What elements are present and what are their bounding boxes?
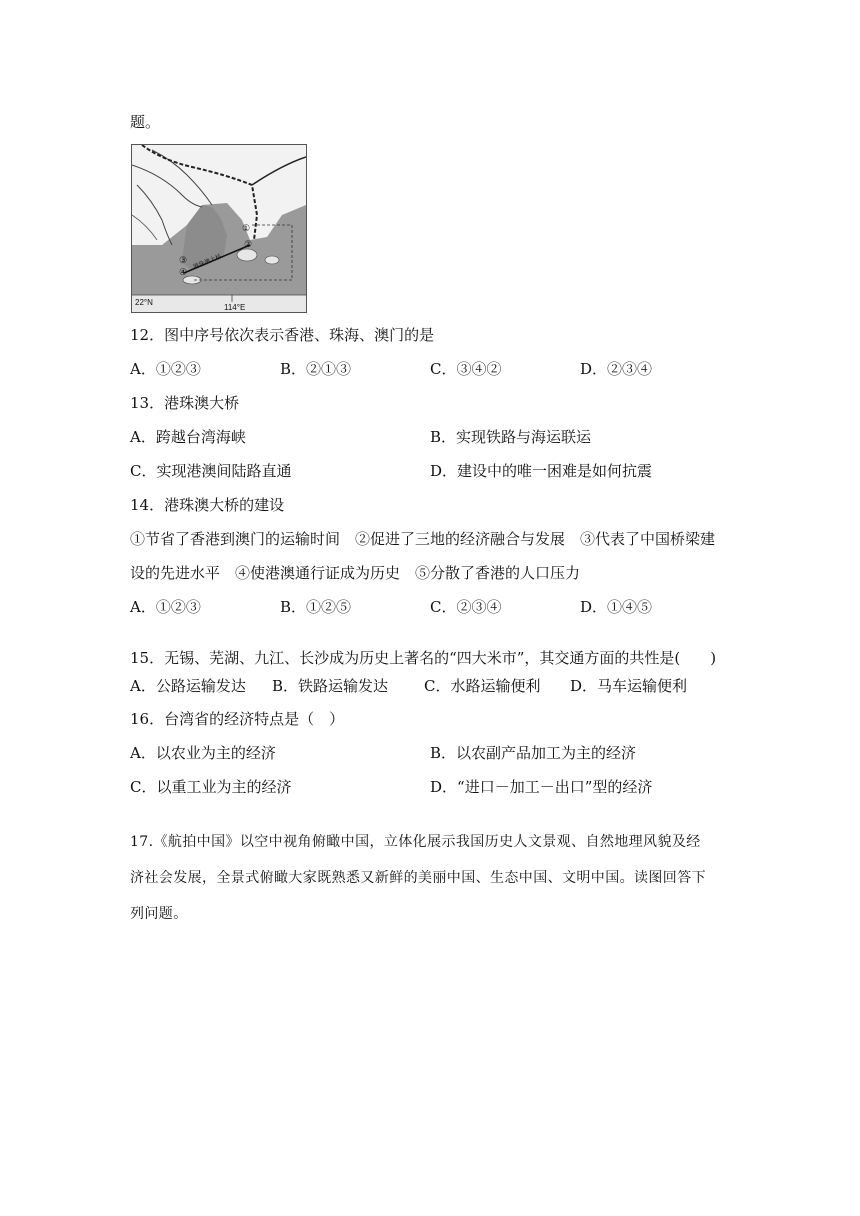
intro-text: 题。 xyxy=(130,113,161,131)
q14-statements-line2: 设的先进水平 ④使港澳通行证成为历史 ⑤分散了香港的人口压力 xyxy=(130,564,581,582)
q14-option-a: A．①②③ xyxy=(130,598,201,616)
map-marker-2: ② xyxy=(244,239,253,249)
q12-option-b: B．②①③ xyxy=(280,360,352,378)
map-marker-1: ① xyxy=(242,223,251,233)
q16-option-d: D．“进口－加工－出口”型的经济 xyxy=(430,778,653,796)
q17-line2: 济社会发展，全景式俯瞰大家既熟悉又新鲜的美丽中国、生态中国、文明中国。读图回答下 xyxy=(130,870,706,886)
q15-option-d: D．马车运输便利 xyxy=(570,677,688,695)
q17-line3: 列问题。 xyxy=(130,906,188,922)
q13-option-c: C．实现港澳间陆路直通 xyxy=(130,462,292,480)
q14-option-c: C．②③④ xyxy=(430,598,502,616)
map-bridge-label: 港珠澳大桥 xyxy=(192,254,223,271)
q14-option-d: D．①④⑤ xyxy=(580,598,653,616)
q14-statements-line1: ①节省了香港到澳门的运输时间 ②促进了三地的经济融合与发展 ③代表了中国桥梁建 xyxy=(130,530,716,548)
q16-stem: 16．台湾省的经济特点是（ ） xyxy=(130,710,345,728)
map-marker-4: ④ xyxy=(179,267,188,277)
q13-stem: 13．港珠澳大桥 xyxy=(130,394,240,412)
map-marker-3: ③ xyxy=(179,255,188,265)
q16-option-a: A．以农业为主的经济 xyxy=(130,744,276,762)
q12-option-d: D．②③④ xyxy=(580,360,653,378)
q16-option-c: C．以重工业为主的经济 xyxy=(130,778,292,796)
q14-stem: 14．港珠澳大桥的建设 xyxy=(130,496,285,514)
q15-option-b: B．铁路运输发达 xyxy=(272,677,389,695)
q13-option-a: A．跨越台湾海峡 xyxy=(130,428,246,446)
q12-option-c: C．③④② xyxy=(430,360,502,378)
map-lat-label: 22°N xyxy=(135,298,153,307)
q14-option-b: B．①②⑤ xyxy=(280,598,352,616)
q17-line1: 17.《航拍中国》以空中视角俯瞰中国，立体化展示我国历史人文景观、自然地理风貌及经 xyxy=(130,834,701,850)
q13-option-d: D．建设中的唯一困难是如何抗震 xyxy=(430,462,653,480)
pearl-river-delta-map xyxy=(131,144,307,313)
q15-stem: 15．无锡、芜湖、九江、长沙成为历史上著名的“四大米市”，其交通方面的共性是( ) xyxy=(130,649,717,667)
q12-stem: 12．图中序号依次表示香港、珠海、澳门的是 xyxy=(130,326,435,344)
q13-option-b: B．实现铁路与海运联运 xyxy=(430,428,592,446)
q15-option-c: C．水路运输便利 xyxy=(424,677,541,695)
q12-option-a: A．①②③ xyxy=(130,360,201,378)
map-lon-label: 114°E xyxy=(224,303,246,312)
q16-option-b: B．以农副产品加工为主的经济 xyxy=(430,744,637,762)
q15-option-a: A．公路运输发达 xyxy=(130,677,246,695)
